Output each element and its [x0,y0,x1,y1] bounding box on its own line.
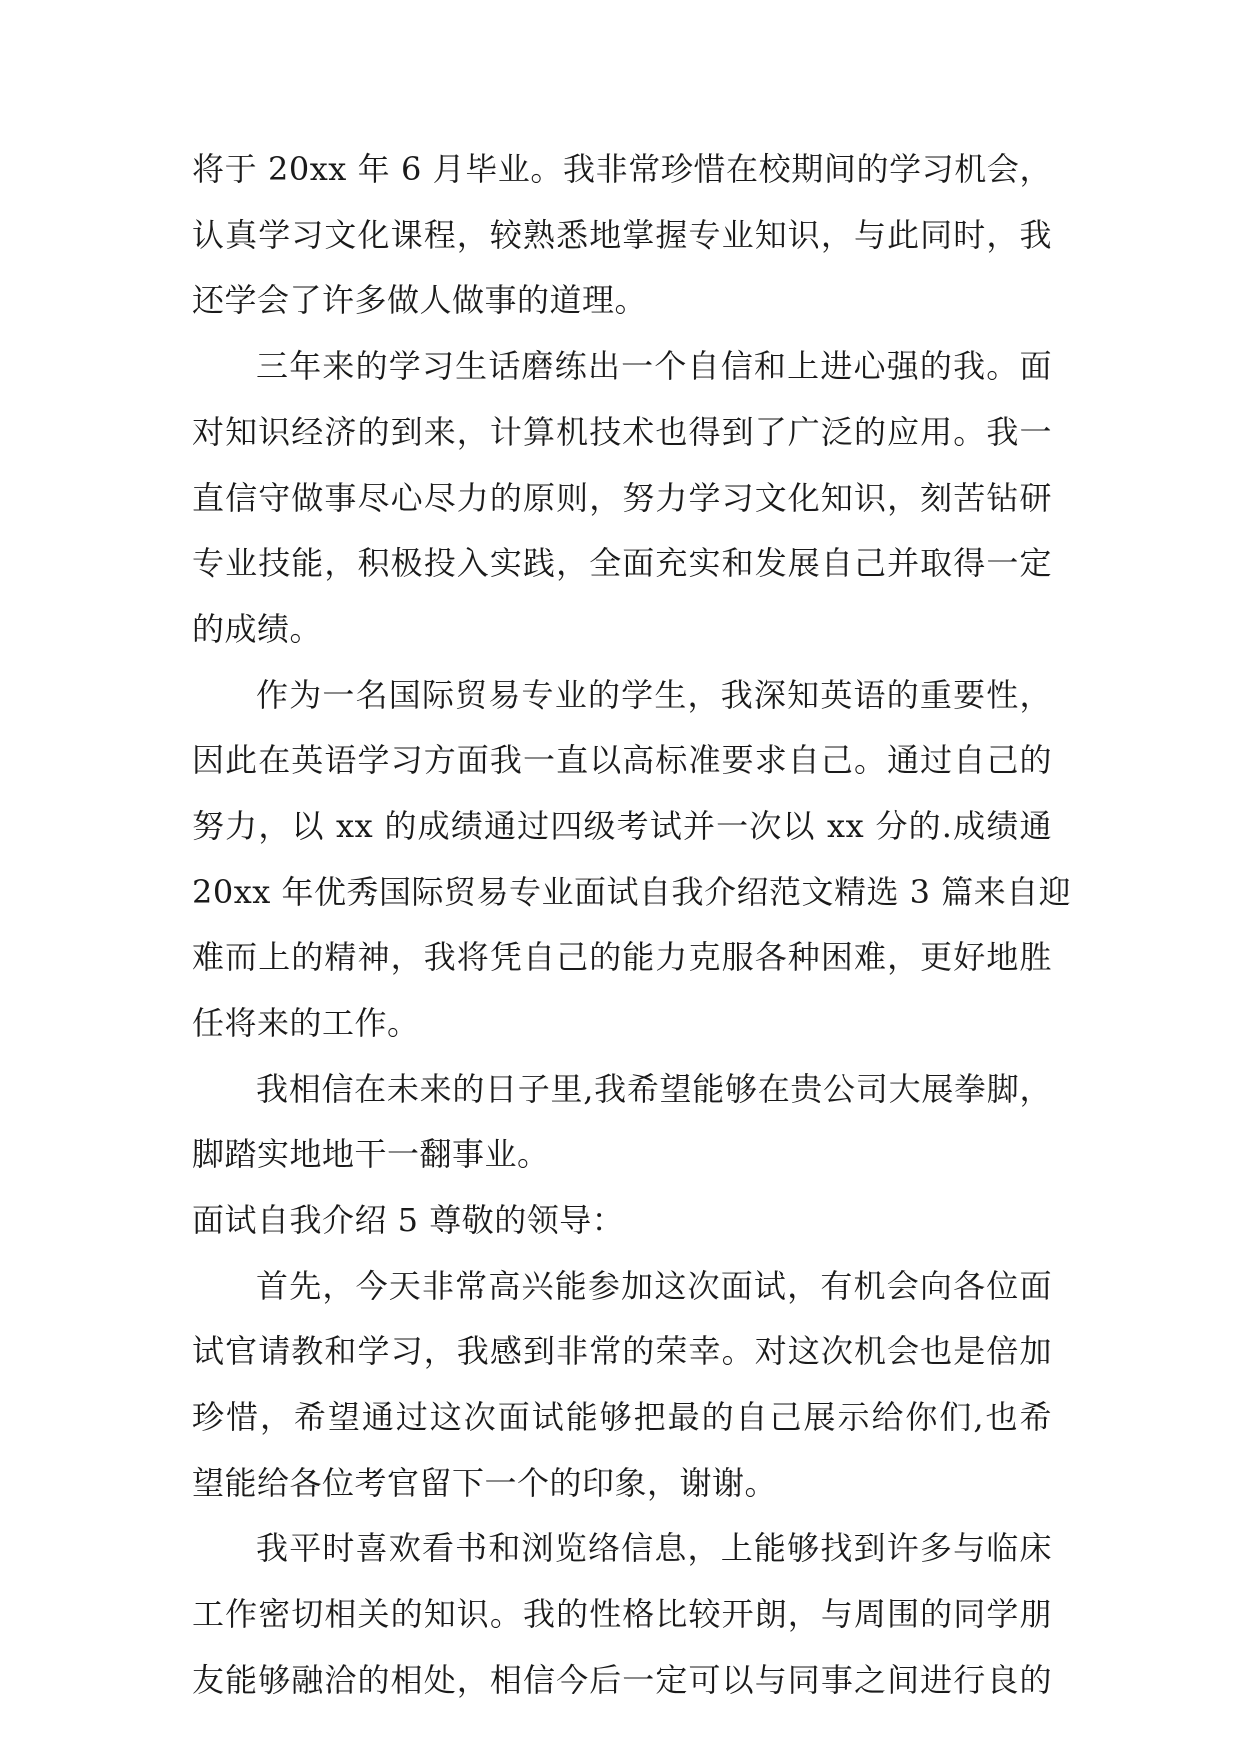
text-line: 三年来的学习生话磨练出一个自信和上进心强的我。面 [256,347,1052,385]
text-line: 工作密切相关的知识。我的性格比较开朗，与周围的同学朋 [192,1595,1052,1633]
text-line: 因此在英语学习方面我一直以高标准要求自己。通过自己的 [192,741,1052,779]
text-line: 努力，以 xx 的成绩通过四级考试并一次以 xx 分的.成绩通 [192,807,1052,845]
text-line: 的成绩。 [192,610,323,648]
text-line: 珍惜，希望通过这次面试能够把最的自己展示给你们,也希 [192,1398,1052,1436]
text-line: 我相信在未来的日子里,我希望能够在贵公司大展拳脚， [256,1070,1052,1108]
text-line: 对知识经济的到来，计算机技术也得到了广泛的应用。我一 [192,413,1052,451]
text-line: 难而上的精神，我将凭自己的能力克服各种困难，更好地胜 [192,938,1052,976]
text-line: 作为一名国际贸易专业的学生，我深知英语的重要性， [256,676,1052,714]
text-line: 任将来的工作。 [192,1004,420,1042]
text-line: 20xx 年优秀国际贸易专业面试自我介绍范文精选 3 篇来自迎 [192,873,1072,911]
text-line: 将于 20xx 年 6 月毕业。我非常珍惜在校期间的学习机会， [192,150,1052,188]
text-line: 直信守做事尽心尽力的原则，努力学习文化知识，刻苦钻研 [192,479,1052,517]
text-line: 认真学习文化课程，较熟悉地掌握专业知识，与此同时，我 [192,216,1052,254]
text-line: 还学会了许多做人做事的道理。 [192,281,648,319]
text-line: 试官请教和学习，我感到非常的荣幸。对这次机会也是倍加 [192,1332,1052,1370]
text-line: 专业技能，积极投入实践，全面充实和发展自己并取得一定 [192,544,1052,582]
text-line: 首先，今天非常高兴能参加这次面试，有机会向各位面 [256,1267,1052,1305]
text-line: 望能给各位考官留下一个的印象，谢谢。 [192,1464,778,1502]
text-line: 友能够融洽的相处，相信今后一定可以与同事之间进行良的 [192,1661,1052,1699]
text-line: 脚踏实地地干一翻事业。 [192,1135,550,1173]
section-heading: 面试自我介绍 5 尊敬的领导： [192,1201,625,1239]
text-line: 我平时喜欢看书和浏览络信息，上能够找到许多与临床 [256,1529,1052,1567]
